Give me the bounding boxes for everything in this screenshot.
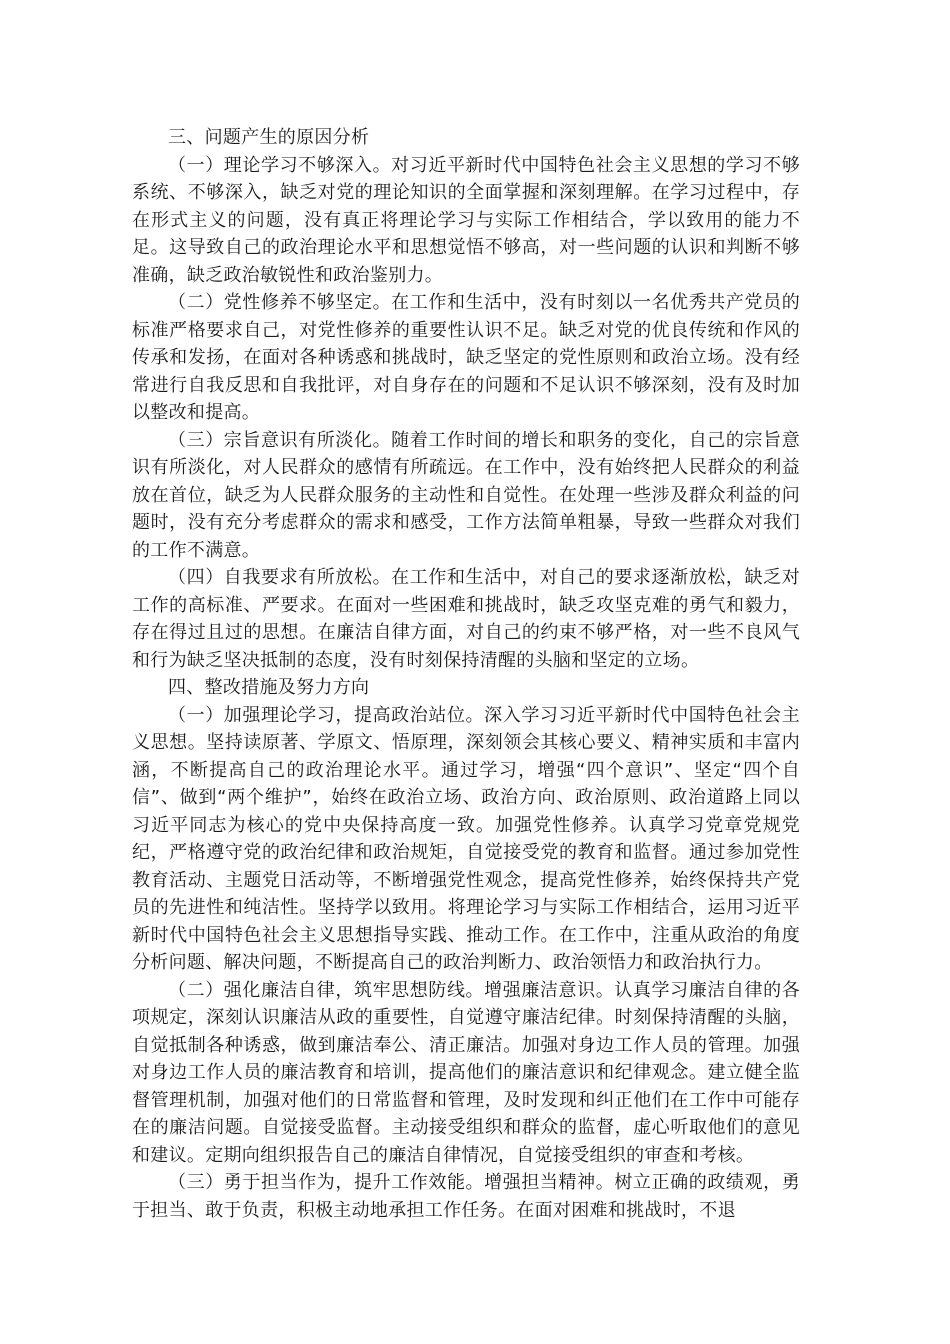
section-4-heading: 四、整改措施及努力方向 (168, 677, 370, 698)
section-4-paragraph-2: （二）强化廉洁自律，筑牢思想防线。增强廉洁意识。认真学习廉洁自律的各项规定，深刻认识廉洁从政的重要性，自觉遵守廉洁纪律。时刻保持清醒的头脑，自觉抵制各种诱惑，做到廉洁奉公、清正廉洁。加强对身边工作人员的管理。加强对身边工作人员的廉洁教育和培训，提高他们的廉洁意识和纪律观念。建立健全监督管理机制，加强对他们的日常监督和管理，及时发现和纠正他们在工作中可能存在的廉洁问题。自觉接受监督。主动接受组织和群众的监督，虚心听取他们的意见和建议。定期向组织报告自己的廉洁自律情况，自觉接受组织的审查和考核。 (132, 979, 800, 1166)
document-body (132, 124, 800, 1224)
section-3-paragraph-4: （四）自我要求有所放松。在工作和生活中，对自己的要求逐渐放松，缺乏对工作的高标准、严要求。在面对一些困难和挑战时，缺乏攻坚克难的勇气和毅力，存在得过且过的思想。在廉洁自律方面，对自己的约束不够严格，对一些不良风气和行为缺乏坚决抵制的态度，没有时刻保持清醒的头脑和坚定的立场。 (132, 567, 800, 671)
section-3-paragraph-3: （三）宗旨意识有所淡化。随着工作时间的增长和职务的变化，自己的宗旨意识有所淡化，对人民群众的感情有所疏远。在工作中，没有始终把人民群众的利益放在首位，缺乏为人民群众服务的主动性和自觉性。在处理一些涉及群众利益的问题时，没有充分考虑群众的需求和感受，工作方法简单粗暴，导致一些群众对我们的工作不满意。 (132, 429, 800, 561)
section-3-paragraph-2: （二）党性修养不够坚定。在工作和生活中，没有时刻以一名优秀共产党员的标准严格要求自己，对党性修养的重要性认识不足。缺乏对党的优良传统和作风的传承和发扬，在面对各种诱惑和挑战时，缺乏坚定的党性原则和政治立场。没有经常进行自我反思和自我批评，对自身存在的问题和不足认识不够深刻，没有及时加以整改和提高。 (132, 292, 800, 423)
section-3-heading: 三、问题产生的原因分析 (168, 127, 370, 148)
section-3-paragraph-1: （一）理论学习不够深入。对习近平新时代中国特色社会主义思想的学习不够系统、不够深入，缺乏对党的理论知识的全面掌握和深刻理解。在学习过程中，存在形式主义的问题，没有真正将理论学习与实际工作相结合，学以致用的能力不足。这导致自己的政治理论水平和思想觉悟不够高，对一些问题的认识和判断不够准确，缺乏政治敏锐性和政治鉴别力。 (132, 154, 800, 286)
section-4-paragraph-3: （三）勇于担当作为，提升工作效能。增强担当精神。树立正确的政绩观，勇于担当、敢于负责，积极主动地承担工作任务。在面对困难和挑战时，不退 (132, 1172, 800, 1221)
section-4-paragraph-1: （一）加强理论学习，提高政治站位。深入学习习近平新时代中国特色社会主义思想。坚持读原著、学原文、悟原理，深刻领会其核心要义、精神实质和丰富内涵，不断提高自己的政治理论水平。通过学习，增强“四个意识”、坚定“四个自信”、做到“两个维护”，始终在政治立场、政治方向、政治原则、政治道路上同以习近平同志为核心的党中央保持高度一致。加强党性修养。认真学习党章党规党纪，严格遵守党的政治纪律和政治规矩，自觉接受党的教育和监督。通过参加党性教育活动、主题党日活动等，不断增强党性观念，提高党性修养，始终保持共产党员的先进性和纯洁性。坚持学以致用。将理论学习与实际工作相结合，运用习近平新时代中国特色社会主义思想指导实践、推动工作。在工作中，注重从政治的角度分析问题、解决问题，不断提高自己的政治判断力、政治领悟力和政治执行力。 (132, 704, 800, 973)
